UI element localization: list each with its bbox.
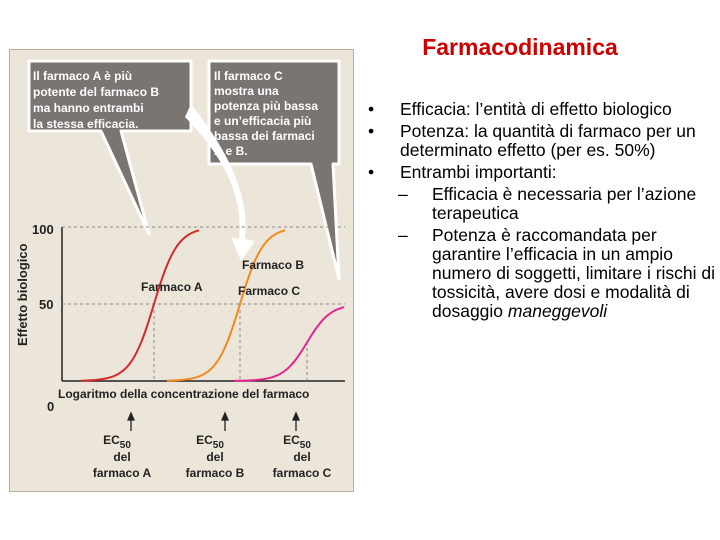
sub-bullet-dash: – xyxy=(398,184,408,204)
y-tick-100: 100 xyxy=(32,222,54,237)
callout-left-line: potente del farmaco B xyxy=(33,85,160,99)
ec50-c-line2: del xyxy=(293,450,311,464)
dose-response-figure xyxy=(9,49,354,492)
bullet-text: Efficacia: l’entità di effetto biologico xyxy=(400,99,672,119)
bullet-list xyxy=(362,100,718,324)
sub-bullet-emphasis: maneggevoli xyxy=(507,301,608,321)
ec50-a-line3: farmaco A xyxy=(92,466,152,480)
callout-right-line: Il farmaco C xyxy=(214,69,283,83)
curve-label-c: Farmaco C xyxy=(238,284,301,298)
bullet-dot: • xyxy=(368,121,375,141)
callout-left-line: ma hanno entrambi xyxy=(33,101,144,115)
sub-bullet-text: Efficacia è necessaria per l’azione terapeutica xyxy=(432,184,697,223)
ec50-c-line3: farmaco C xyxy=(272,466,332,480)
callout-right-line: bassa dei farmaci xyxy=(214,129,315,143)
callout-right-line: potenza più bassa xyxy=(214,99,319,113)
bullet-efficacia xyxy=(362,100,718,119)
callout-right-line: A e B. xyxy=(214,144,248,158)
y-tick-50: 50 xyxy=(39,297,54,312)
sub-bullet-text: Potenza è raccomandata per garantire l’efficacia in un ampio numero di soggetti, limitare i rischi di tossicità, avere dosi e modalità di dosaggio xyxy=(432,225,716,321)
bullet-dot: • xyxy=(368,162,375,182)
bullet-text: Entrambi importanti: xyxy=(400,162,557,182)
callout-left-line: Il farmaco A è più xyxy=(33,69,133,83)
y-axis-label: Effetto biologico xyxy=(15,243,30,346)
bullet-dot: • xyxy=(368,99,375,119)
bullet-entrambi xyxy=(362,163,718,182)
ec50-b-line3: farmaco B xyxy=(185,466,245,480)
ec50-c-ec: $EC_{50}$ xyxy=(283,433,311,451)
ec50-a-line2: del xyxy=(113,450,131,464)
sub-bullet-dash: – xyxy=(398,225,408,245)
ec50-b-line2: del xyxy=(206,450,224,464)
callout-left-line: la stessa efficacia. xyxy=(33,117,139,131)
x-axis-label: Logaritmo della concentrazione del farmaco xyxy=(58,387,310,401)
slide-title: Farmacodinamica xyxy=(422,34,618,60)
bullet-potenza xyxy=(362,122,718,160)
y-tick-0: 0 xyxy=(47,399,55,414)
callout-right-line: e un’efficacia più xyxy=(214,114,312,128)
curve-label-a: Farmaco A xyxy=(141,280,203,294)
sub-bullet-efficacia xyxy=(362,185,718,223)
sub-bullet-potenza xyxy=(362,226,718,321)
bullet-text: Potenza: la quantità di farmaco per un determinato effetto (per es. 50%) xyxy=(400,121,696,160)
curve-label-b: Farmaco B xyxy=(242,258,305,272)
callout-right-line: mostra una xyxy=(214,84,279,98)
ec50-b-ec: $EC_{50}$ xyxy=(196,433,224,451)
ec50-a-ec: $EC_{50}$ xyxy=(103,433,131,451)
